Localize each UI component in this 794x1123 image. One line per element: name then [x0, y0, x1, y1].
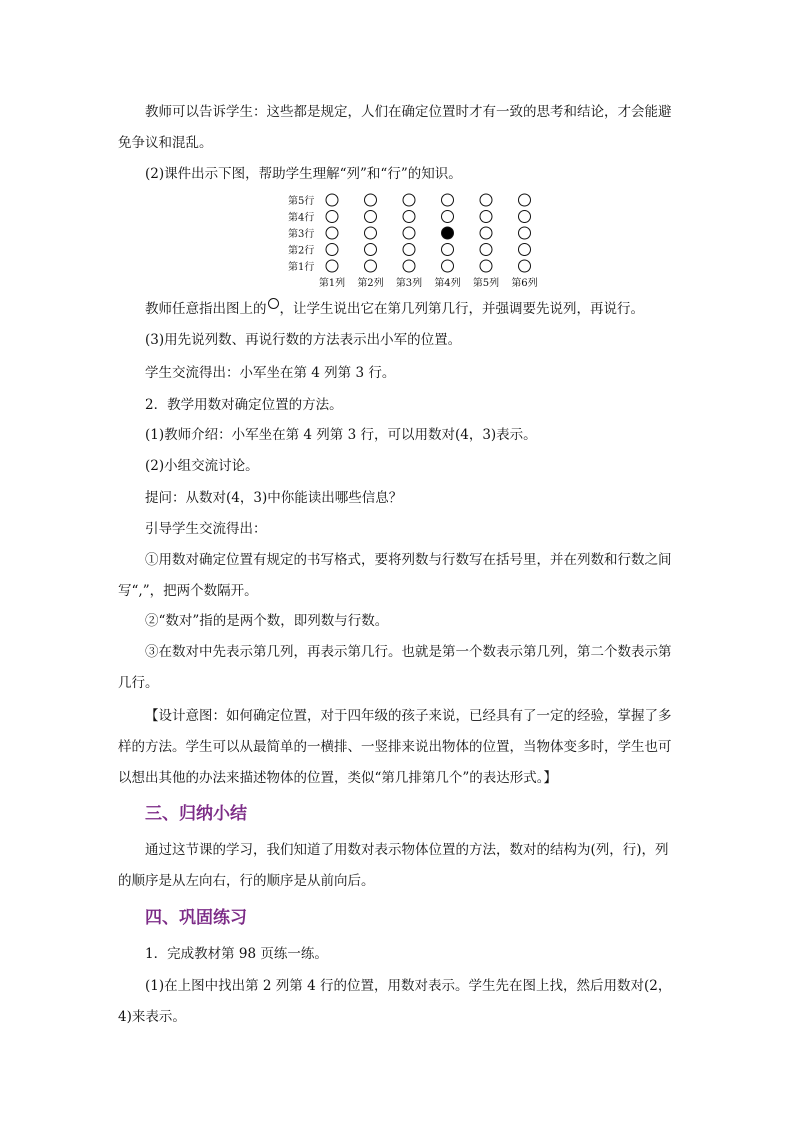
- seat-dot: [442, 211, 454, 223]
- seat-dot: [480, 194, 492, 206]
- seat-dot: [326, 211, 338, 223]
- paragraph: (2)小组交流讨论。: [145, 458, 259, 474]
- column-label: 第5列: [472, 278, 500, 289]
- seat-dot: [442, 194, 454, 206]
- paragraph: (1)教师介绍：小军坐在第 4 列第 3 行，可以用数对(4，3)表示。: [145, 427, 537, 443]
- seat-dot: [365, 244, 377, 256]
- seat-dot: [480, 211, 492, 223]
- seat-dot: [403, 194, 415, 206]
- column-label: 第2列: [357, 278, 384, 289]
- column-label: 第3列: [395, 278, 423, 289]
- paragraph-text: 教师任意指出图上的: [145, 301, 267, 317]
- highlighted-seat-dot: [442, 227, 454, 239]
- row-label: 第3行: [288, 229, 315, 240]
- seat-dot: [326, 260, 338, 272]
- row-label: 第1行: [288, 262, 315, 273]
- paragraph: (3)用先说列数、再说行数的方法表示出小军的位置。: [145, 332, 462, 348]
- seat-dot: [365, 260, 377, 272]
- seat-dot: [442, 244, 454, 256]
- seat-dot: [519, 211, 531, 223]
- circle-icon: [268, 298, 279, 309]
- seat-dot: [365, 227, 377, 239]
- seat-dot: [326, 194, 338, 206]
- seat-dot: [480, 244, 492, 256]
- seat-dot: [365, 211, 377, 223]
- paragraph: (2)课件出示下图，帮助学生理解“列”和“行”的知识。: [145, 166, 462, 182]
- seat-dot: [480, 227, 492, 239]
- seat-dot: [519, 194, 531, 206]
- section-heading: 三、归纳小结: [145, 804, 247, 824]
- paragraph: ③在数对中先表示第几列，再表示第几行。也就是第一个数表示第几列，第二个数表示第几行。: [118, 644, 672, 691]
- paragraph: [118, 294, 678, 325]
- seat-dot: [326, 244, 338, 256]
- seat-dot: [519, 227, 531, 239]
- seat-dot: [519, 260, 531, 272]
- paragraph-text: ，让学生说出它在第几列第几行，并强调要先说列，再说行。: [279, 301, 644, 317]
- seat-dot: [403, 260, 415, 272]
- row-label: 第2行: [288, 245, 315, 257]
- seat-dot: [326, 227, 338, 239]
- paragraph: 引导学生交流得出：: [145, 521, 267, 537]
- column-label: 第6列: [511, 278, 538, 289]
- section-heading: 四、巩固练习: [145, 908, 247, 928]
- paragraph: ①用数对确定位置有规定的书写格式，要将列数与行数写在括号里，并在列数和行数之间写“,”，把两个数隔开。: [118, 552, 672, 599]
- seat-dot: [480, 260, 492, 272]
- row-label: 第5行: [288, 196, 315, 207]
- design-intent-note: 【设计意图：如何确定位置，对于四年级的孩子来说，已经具有了一定的经验，掌握了多样的方法。学生可以从最简单的一横排、一竖排来说出物体的位置，当物体变多时，学生也可以想出其他的办法来描述物体的位置，类似“第几排第几个”的表达形式。】: [118, 708, 672, 786]
- dot-grid-chart: [270, 188, 560, 292]
- seat-dot: [403, 244, 415, 256]
- seat-dot: [442, 260, 454, 272]
- paragraph: 通过这节课的学习，我们知道了用数对表示物体位置的方法，数对的结构为(列，行)，列的顺序是从左向右，行的顺序是从前向后。: [118, 842, 669, 889]
- paragraph: 2．教学用数对确定位置的方法。: [145, 397, 343, 413]
- column-label: 第4列: [434, 278, 461, 289]
- paragraph: 1．完成教材第 98 页练一练。: [145, 946, 328, 962]
- column-label: 第1列: [318, 278, 346, 289]
- seat-dot: [519, 244, 531, 256]
- row-label: 第4行: [288, 212, 315, 224]
- seat-dot: [365, 194, 377, 206]
- row-column-figure: [270, 188, 560, 292]
- seat-dot: [403, 211, 415, 223]
- paragraph: (1)在上图中找出第 2 列第 4 行的位置，用数对表示。学生先在图上找，然后用数对(2，4)来表示。: [118, 978, 672, 1025]
- paragraph: 学生交流得出：小军坐在第 4 列第 3 行。: [145, 365, 396, 381]
- paragraph: 提问：从数对(4，3)中你能读出哪些信息？: [145, 490, 403, 506]
- paragraph: ②“数对”指的是两个数，即列数与行数。: [145, 613, 389, 629]
- seat-dot: [403, 227, 415, 239]
- paragraph: 教师可以告诉学生：这些都是规定，人们在确定位置时才有一致的思考和结论，才会能避免争议和混乱。: [118, 104, 672, 151]
